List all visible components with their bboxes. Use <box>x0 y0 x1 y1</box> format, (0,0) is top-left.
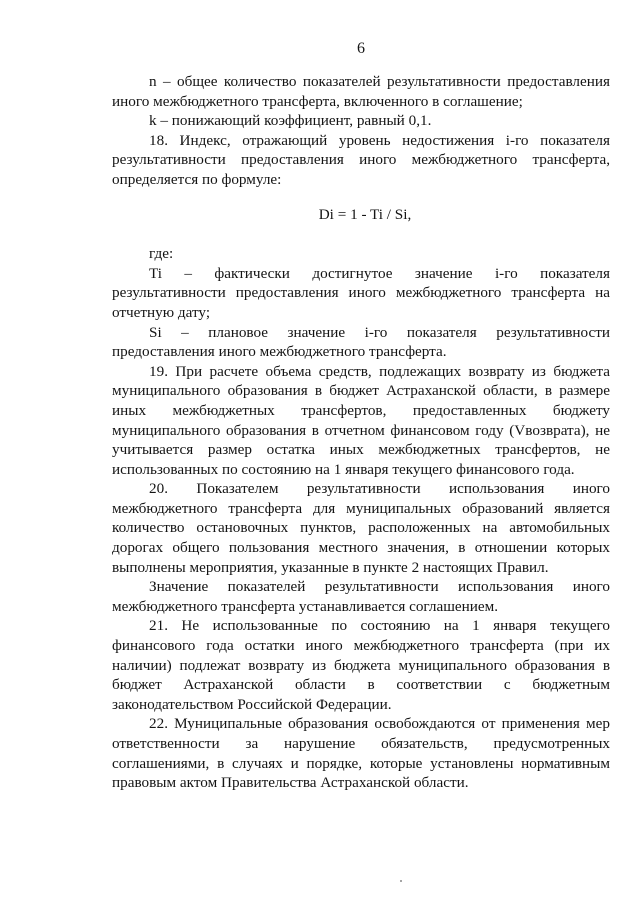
paragraph-21: 21. Не использованные по состоянию на 1 января текущего финансового года остатки иного межбюджетного трансферта (при их наличии) подлежат возврату из бюджета муниципального образования в бюджет Астраханской области в соответствии с бюджетным законодательством Российской Федерации. <box>112 617 610 713</box>
paragraph-18: 18. Индекс, отражающий уровень недостижения i-го показателя результативности предоставления иного межбюджетного трансферта, определяется по формуле: <box>112 131 610 188</box>
paragraph-n-definition: n – общее количество показателей результативности предоставления иного межбюджетного трансферта, включенного в соглашение; <box>112 73 610 110</box>
paragraph-where: где: <box>149 245 174 263</box>
paragraph-22: 22. Муниципальные образования освобождаются от применения мер ответственности за нарушение обязательств, предусмотренных соглашениями, в случаях и порядке, которые установлены нормативным правовым актом Правительства Астраханской области. <box>112 715 610 792</box>
page-number: 6 <box>357 40 365 57</box>
paragraph-ti-definition: Ti – фактически достигнутое значение i-го показателя результативности предоставления иного межбюджетного трансферта на отчетную дату; <box>112 264 610 321</box>
paragraph-indicator-value: Значение показателей результативности использования иного межбюджетного трансферта устанавливается соглашением. <box>112 578 610 615</box>
paragraph-19: 19. При расчете объема средств, подлежащих возврату из бюджета муниципального образования в бюджет Астраханской области, в размере иных межбюджетных трансфертов, предоставленных бюджету муниципального образования в отчетном финансовом году (Vвозврата), не учитывается размер остатка иных межбюджетных трансфертов, не использованных по состоянию на 1 января текущего финансового года. <box>112 362 610 478</box>
scan-speck <box>400 880 402 882</box>
paragraph-si-definition: Si – плановое значение i-го показателя результативности предоставления иного межбюджетного трансферта. <box>112 323 610 361</box>
paragraph-k-definition: k – понижающий коэффициент, равный 0,1. <box>149 112 432 130</box>
paragraph-20: 20. Показателем результативности использования иного межбюджетного трансферта для муниципальных образований является количество остановочных пунктов, расположенных на автомобильных дорогах общего пользования местного значения, в отношении которых выполнены мероприятия, указанные в пункте 2 настоящих Правил. <box>112 480 610 576</box>
document-page <box>112 40 610 793</box>
formula-di: Di = 1 - Ti / Si, <box>318 205 412 223</box>
